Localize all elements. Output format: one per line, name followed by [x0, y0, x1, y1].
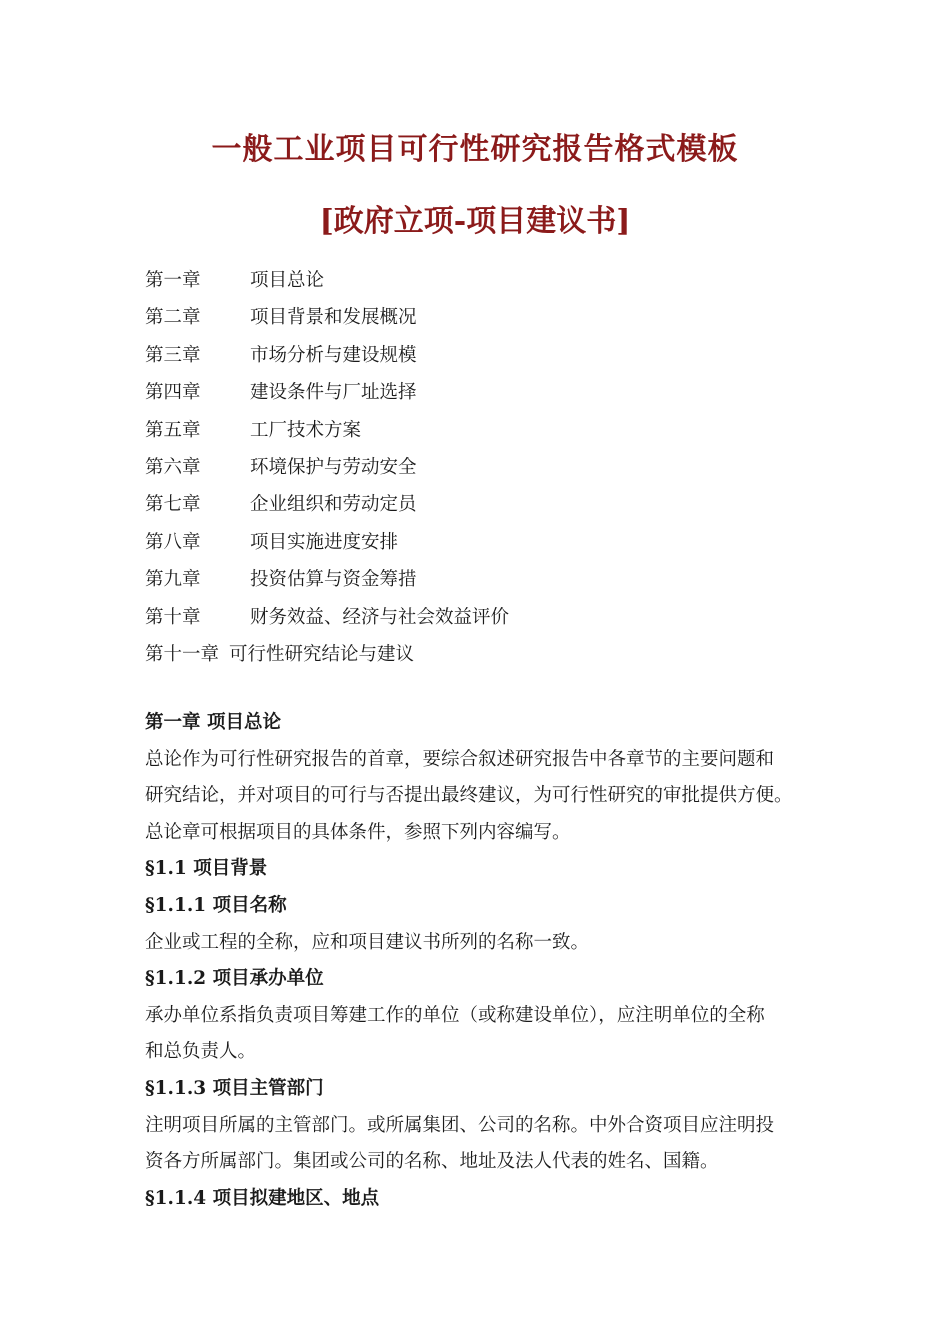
toc-item — [145, 449, 845, 486]
paragraph-line: 和总负责人。 — [145, 1041, 257, 1063]
toc-item — [145, 412, 845, 449]
chapter-heading: 第一章 项目总论 — [145, 712, 281, 733]
toc-item — [145, 524, 845, 561]
toc-chapter-title: 财务效益、经济与社会效益评价 — [250, 606, 510, 628]
toc-item — [145, 599, 845, 636]
toc-chapter-title: 市场分析与建设规模 — [250, 344, 417, 366]
toc-chapter-title: 项目背景和发展概况 — [250, 307, 417, 329]
paragraph-line: 承办单位系指负责项目筹建工作的单位（或称建设单位），应注明单位的全称 — [145, 1004, 765, 1026]
document-subtitle: [政府立项-项目建议书] — [319, 204, 631, 239]
paragraph-line: 总论章可根据项目的具体条件，参照下列内容编写。 — [145, 821, 571, 843]
document-title: 一般工业项目可行性研究报告格式模板 — [211, 132, 739, 167]
toc-chapter-number: 第二章 — [145, 307, 201, 329]
toc-chapter-number: 第六章 — [145, 456, 201, 478]
toc-item — [145, 337, 845, 374]
toc-item — [145, 636, 845, 673]
toc-item — [145, 262, 845, 299]
toc-chapter-number: 第十一章 — [145, 643, 220, 665]
toc-chapter-number: 第九章 — [145, 569, 201, 591]
document-body — [145, 705, 825, 1217]
toc-chapter-title: 投资估算与资金筹措 — [250, 569, 417, 591]
subsection-heading: §1.1.2 项目承办单位 — [145, 968, 324, 990]
toc-chapter-number: 第四章 — [145, 382, 201, 404]
toc-item — [145, 561, 845, 598]
table-of-contents — [145, 262, 845, 673]
toc-chapter-title: 项目实施进度安排 — [250, 531, 399, 553]
toc-item — [145, 486, 845, 523]
toc-chapter-title: 环境保护与劳动安全 — [250, 456, 417, 478]
subsection-heading: §1.1.4 项目拟建地区、地点 — [145, 1187, 380, 1209]
toc-chapter-title: 工厂技术方案 — [250, 419, 362, 441]
section-heading: §1.1 项目背景 — [145, 858, 268, 880]
toc-chapter-number: 第五章 — [145, 419, 201, 441]
toc-chapter-number: 第三章 — [145, 344, 201, 366]
toc-chapter-number: 第一章 — [145, 270, 201, 291]
toc-chapter-title: 企业组织和劳动定员 — [250, 494, 417, 516]
toc-chapter-title: 建设条件与厂址选择 — [250, 382, 417, 404]
toc-chapter-title: 可行性研究结论与建议 — [229, 643, 415, 665]
toc-chapter-number: 第十章 — [145, 606, 201, 628]
toc-chapter-number: 第八章 — [145, 531, 201, 553]
paragraph-line: 注明项目所属的主管部门。或所属集团、公司的名称。中外合资项目应注明投 — [145, 1114, 775, 1136]
paragraph-line: 总论作为可行性研究报告的首章，要综合叙述研究报告中各章节的主要问题和 — [145, 748, 775, 770]
subsection-heading: §1.1.3 项目主管部门 — [145, 1077, 324, 1099]
toc-item — [145, 299, 845, 336]
toc-chapter-number: 第七章 — [145, 494, 201, 516]
toc-item — [145, 374, 845, 411]
subsection-heading: §1.1.1 项目名称 — [145, 894, 287, 916]
toc-chapter-title: 项目总论 — [250, 270, 325, 291]
paragraph-line: 研究结论，并对项目的可行与否提出最终建议，为可行性研究的审批提供方便。 — [145, 785, 793, 807]
paragraph-line: 资各方所属部门。集团或公司的名称、地址及法人代表的姓名、国籍。 — [145, 1151, 719, 1173]
paragraph-line: 企业或工程的全称，应和项目建议书所列的名称一致。 — [145, 931, 590, 953]
